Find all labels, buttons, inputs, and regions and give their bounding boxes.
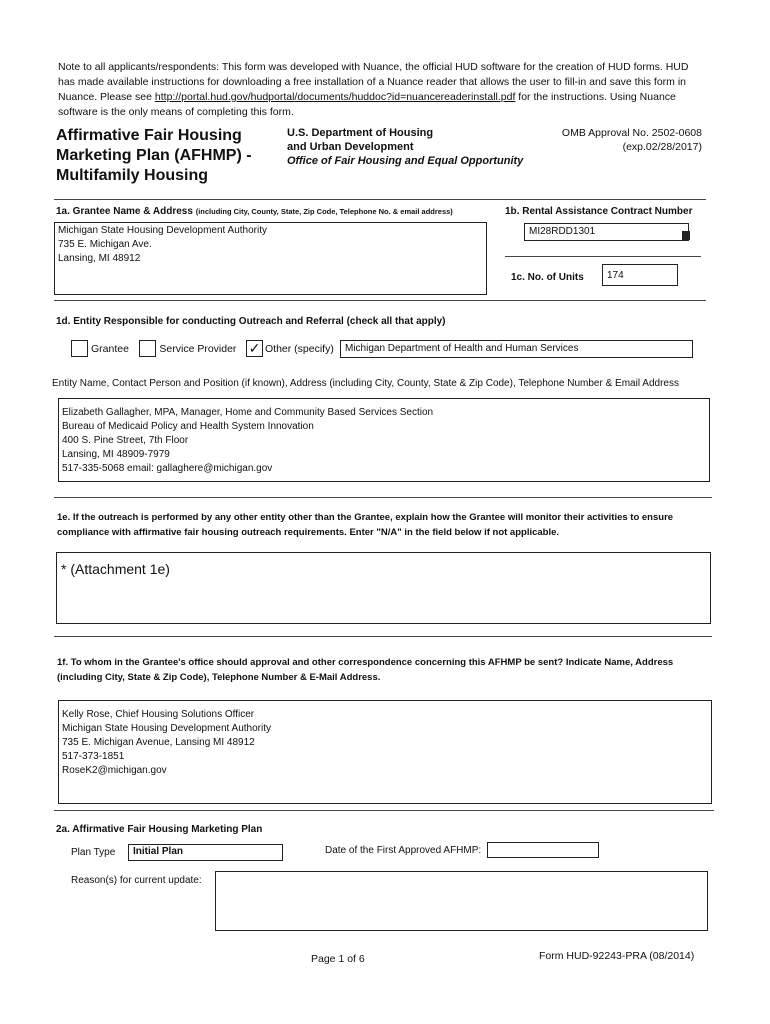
department-line: and Urban Development (287, 141, 414, 153)
divider (54, 636, 712, 637)
dropdown-arrow-icon[interactable] (682, 231, 690, 240)
nuance-instructions-link[interactable]: http://portal.hud.gov/hudportal/documents/huddoc?id=nuancereaderinstall.pdf (154, 91, 516, 103)
form-number: Form HUD-92243-PRA (08/2014) (539, 950, 695, 962)
outreach-monitoring-field[interactable]: * (Attachment 1e) (56, 552, 711, 624)
divider (505, 256, 701, 257)
grantee-checkbox-label: Grantee (91, 342, 129, 355)
omb-approval (560, 126, 702, 154)
grantee-address-field[interactable]: Michigan State Housing Development Authority 735 E. Michigan Ave. Lansing, MI 48912 (54, 222, 487, 295)
other-checkbox-label: Other (specify) (265, 342, 334, 355)
divider (54, 199, 706, 200)
note-text-end: for the instructions. Using Nuance software is the only means of completing this form. (58, 91, 676, 118)
outreach-monitoring-question: 1e. If the outreach is performed by any other entity other than the Grantee, explain how the Grantee will monitor their activities to ensure compliance with affirmative fair housing outreach requirements. Enter "N/A" in the field below if not applicable. (57, 512, 674, 538)
form-title-line: Marketing Plan (AFHMP) - (56, 147, 252, 164)
entity-details-field[interactable]: Elizabeth Gallagher, MPA, Manager, Home and Community Based Services Section Bureau of Medicaid Policy and Health System Innovation 400 S. Pine Street, 7th Floor Lansing, MI 48909-7979 517-335-5068 email: gallaghere@michigan.gov (58, 398, 710, 482)
form-title-line: Multifamily Housing (56, 167, 208, 184)
correspondence-question: 1f. To whom in the Grantee's office should approval and other correspondence concerning this AFHMP be sent? Indicate Name, Address (including City, State & Zip Code), Telephone Number & E-Mail Address. (57, 657, 674, 683)
units-field[interactable]: 174 (602, 264, 678, 286)
page-number: Page 1 of 6 (311, 953, 365, 965)
other-option (246, 340, 340, 358)
entity-checkbox-group (71, 340, 242, 358)
outreach-entity-label: 1d. Entity Responsible for conducting Outreach and Referral (check all that apply) (56, 316, 446, 327)
office-line: Office of Fair Housing and Equal Opportunity (287, 155, 524, 167)
correspondence-contact-field[interactable]: Kelly Rose, Chief Housing Solutions Officer Michigan State Housing Development Authority 735 E. Michigan Avenue, Lansing MI 48912 517-373-1851 RoseK2@michigan.gov (58, 700, 712, 804)
department-line: U.S. Department of Housing (287, 127, 434, 139)
service-provider-checkbox[interactable] (139, 340, 156, 357)
service-provider-checkbox-label: Service Provider (159, 342, 237, 355)
entity-details-label: Entity Name, Contact Person and Position (if known), Address (including City, County, State & Zip Code), Telephone Number & Email Address (52, 378, 679, 389)
units-label: 1c. No. of Units (511, 272, 584, 283)
form-title-line: Affirmative Fair Housing (56, 127, 242, 144)
first-approved-date-field[interactable] (487, 842, 599, 858)
divider (54, 300, 706, 301)
divider (54, 810, 714, 811)
other-specify-field[interactable]: Michigan Department of Health and Human Services (340, 340, 693, 358)
note-text: Note to all applicants/respondents: This form was developed with Nuance, the official HUD software for the creation of HUD forms. HUD has made available instructions for downloading a free installation of a Nuance reader that allows the user to fill-in and save this form in Nuance. Please see (58, 61, 689, 103)
other-checkbox[interactable]: ✓ (246, 340, 263, 357)
update-reason-field[interactable] (215, 871, 708, 931)
divider (54, 497, 712, 498)
nuance-note (58, 60, 708, 120)
omb-approval-number: OMB Approval No. 2502-0608 (561, 127, 702, 139)
department-name (287, 126, 523, 168)
first-approved-date-label: Date of the First Approved AFHMP: (325, 845, 482, 856)
contract-number-label: 1b. Rental Assistance Contract Number (505, 206, 693, 217)
contract-number-field[interactable]: MI28RDD1301 (524, 223, 689, 241)
plan-type-label: Plan Type (71, 847, 116, 858)
update-reason-label: Reason(s) for current update: (71, 875, 202, 886)
grantee-checkbox[interactable] (71, 340, 88, 357)
afhmp-section-label: 2a. Affirmative Fair Housing Marketing Plan (56, 824, 263, 835)
grantee-label: 1a. Grantee Name & Address (including City, County, State, Zip Code, Telephone No. & email address) (56, 206, 453, 217)
omb-expiration: (exp.02/28/2017) (622, 141, 702, 153)
form-title (56, 126, 252, 186)
plan-type-select[interactable]: Initial Plan (128, 844, 283, 861)
